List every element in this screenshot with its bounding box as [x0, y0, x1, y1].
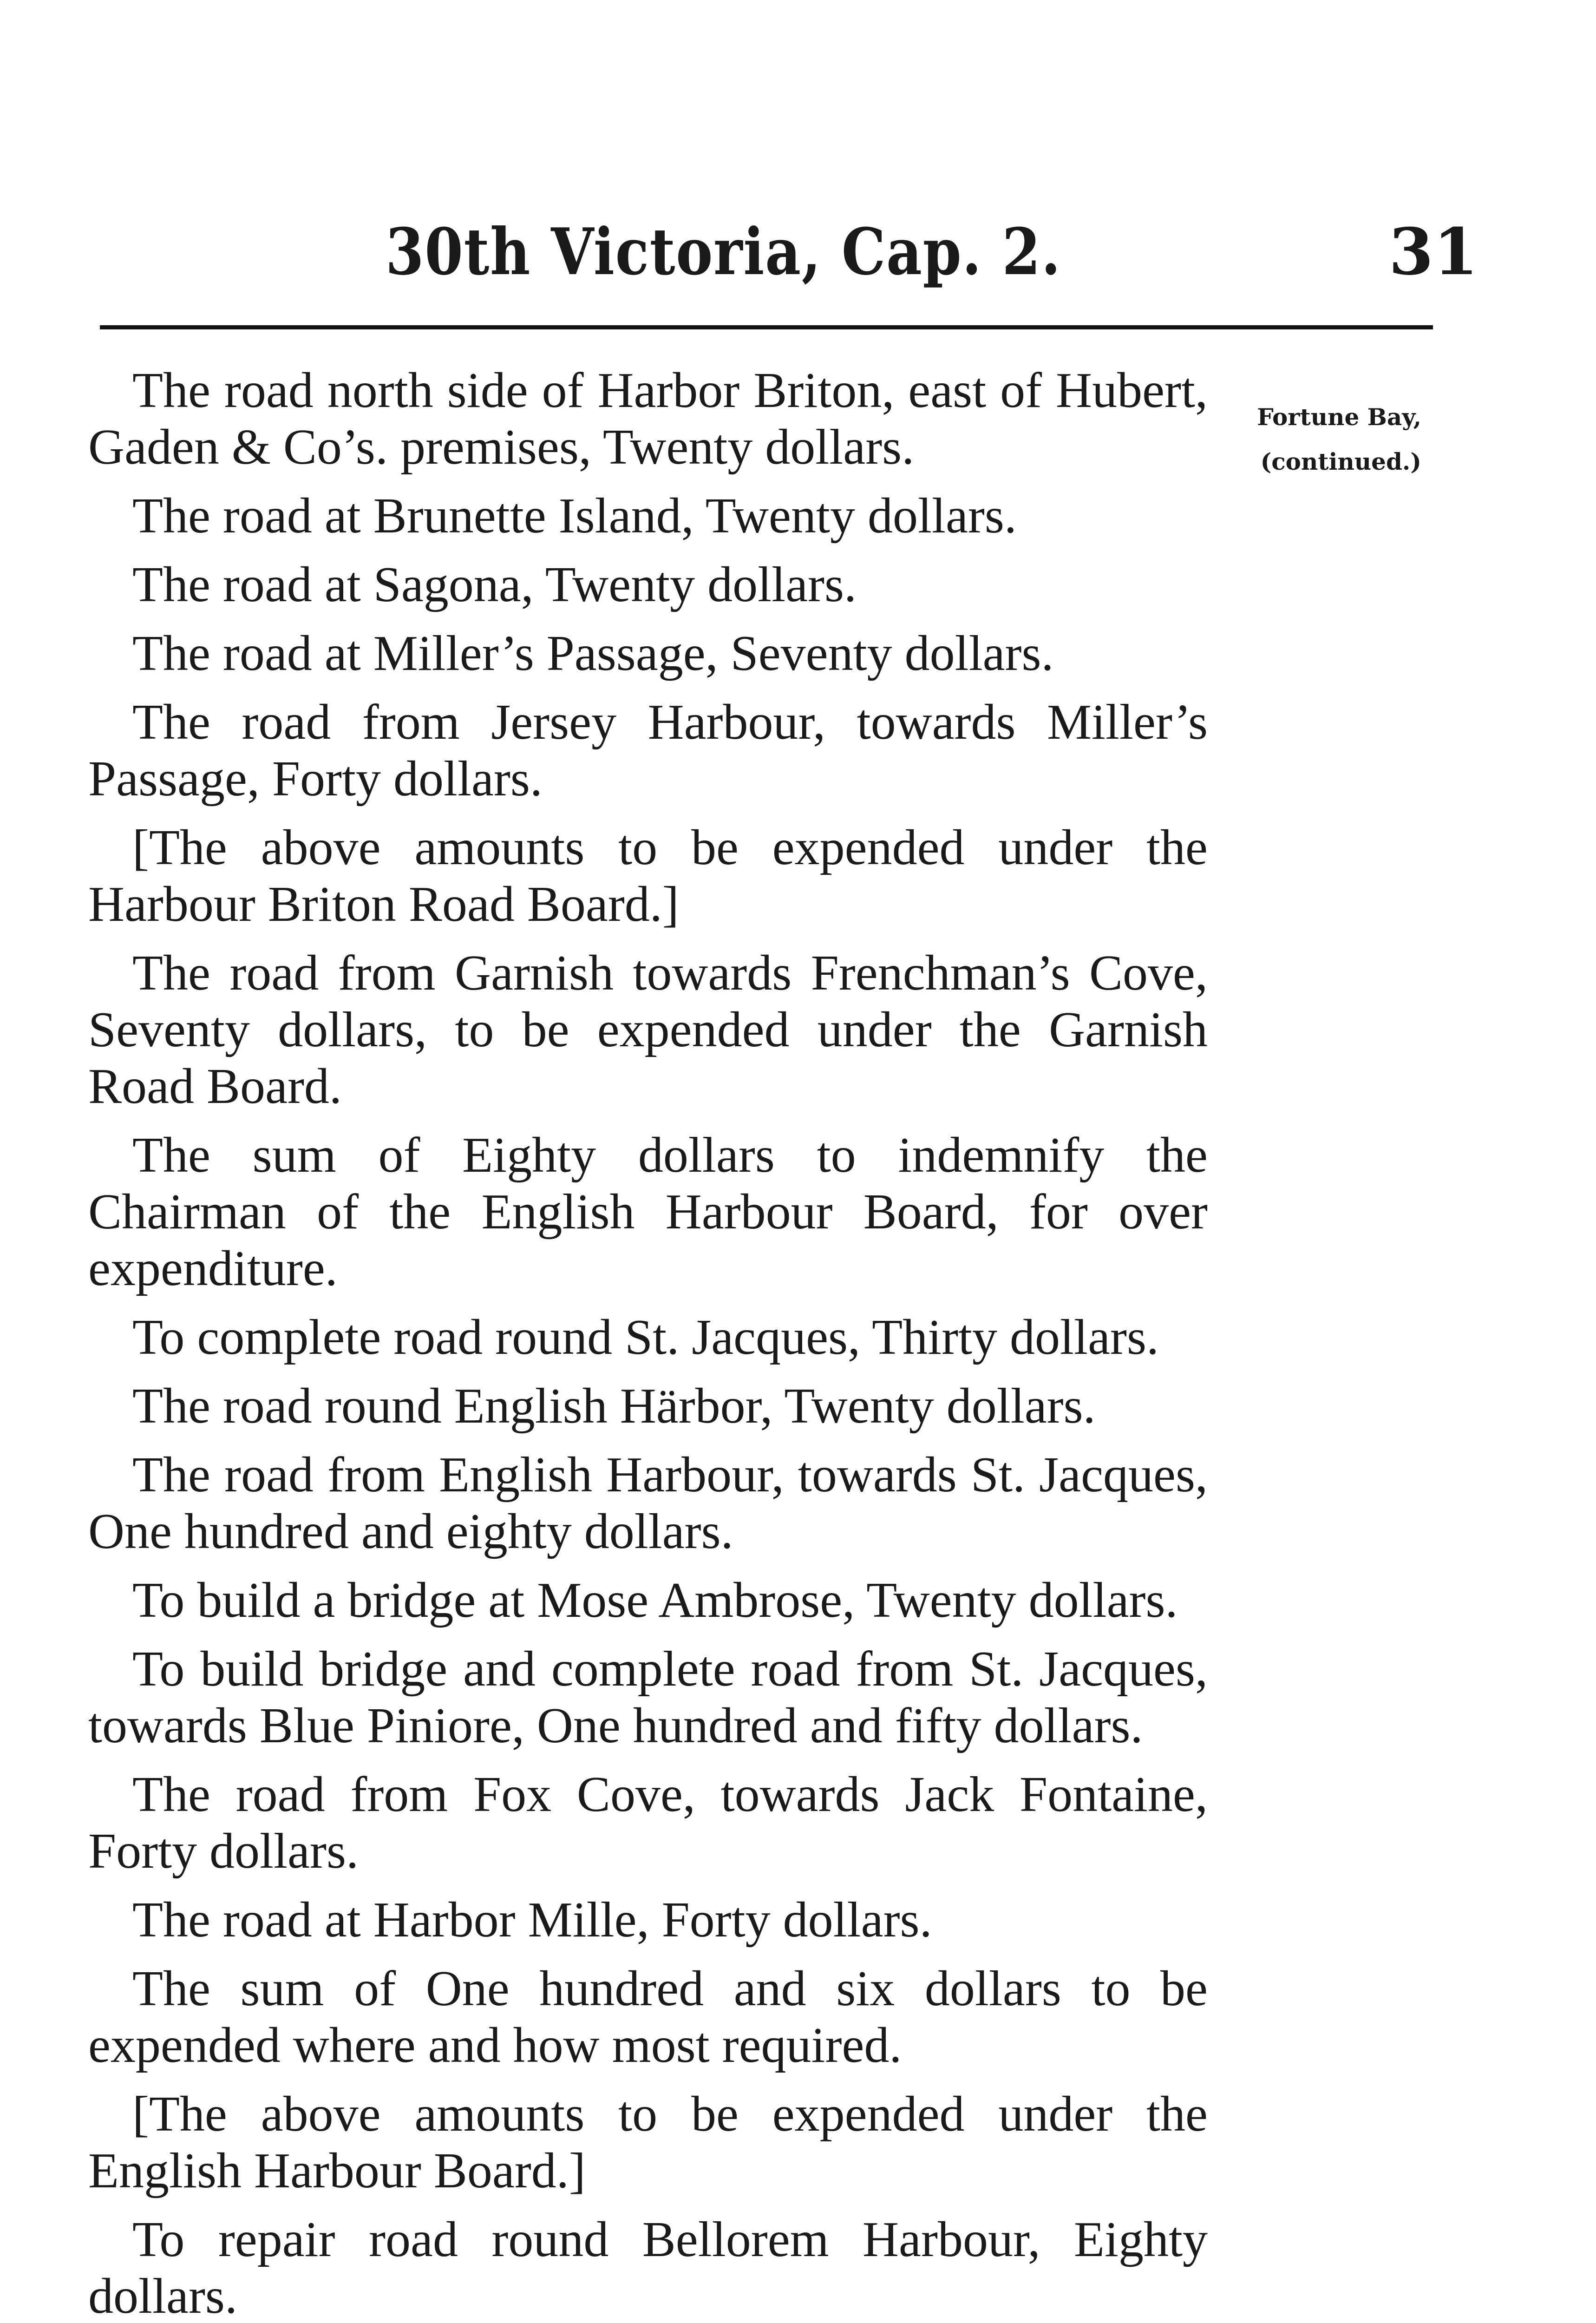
body-text — [88, 362, 1208, 2323]
paragraph-6: [The above amounts to be expended under the Harbour Briton Road Board.] — [88, 820, 1208, 932]
paragraph-1: The road north side of Harbor Briton, east of Hubert, Gaden & Co’s. premises, Twenty dollars. — [88, 363, 1208, 475]
page-number: 31 — [1389, 214, 1478, 289]
paragraph-9: To complete road round St. Jacques, Thirty dollars. — [132, 1310, 1159, 1365]
margin-note-line-2: (continued.) — [1260, 448, 1421, 475]
paragraph-4: The road at Miller’s Passage, Seventy dollars. — [132, 626, 1054, 681]
paragraph-12: To build a bridge at Mose Ambrose, Twenty dollars. — [132, 1573, 1178, 1628]
margin-note-line-1: Fortune Bay, — [1257, 403, 1421, 431]
paragraph-18: To repair road round Bellorem Harbour, Eighty dollars. — [88, 2212, 1208, 2323]
paragraph-8: The sum of Eighty dollars to indemnify the Chairman of the English Harbour Board, for over expenditure. — [88, 1128, 1208, 1296]
running-head — [0, 204, 1596, 297]
paragraph-2: The road at Brunette Island, Twenty dollars. — [132, 488, 1017, 544]
paragraph-3: The road at Sagona, Twenty dollars. — [132, 557, 857, 612]
header-rule — [100, 325, 1433, 329]
paragraph-10: The road round English Härbor, Twenty dollars. — [132, 1378, 1096, 1434]
paragraph-16: The sum of One hundred and six dollars to be expended where and how most required. — [88, 1961, 1208, 2073]
paragraph-11: The road from English Harbour, towards St. Jacques, One hundred and eighty dollars. — [88, 1447, 1208, 1559]
paragraph-5: The road from Jersey Harbour, towards Miller’s Passage, Forty dollars. — [88, 695, 1208, 807]
paragraph-15: The road at Harbor Mille, Forty dollars. — [132, 1892, 932, 1948]
paragraph-13: To build bridge and complete road from St. Jacques, towards Blue Piniore, One hundred and fifty dollars. — [88, 1641, 1208, 1753]
margin-note — [1203, 395, 1421, 484]
paragraph-17: [The above amounts to be expended under the English Harbour Board.] — [88, 2087, 1208, 2198]
page-title: 30th Victoria, Cap. 2. — [386, 214, 1061, 289]
paragraph-14: The road from Fox Cove, towards Jack Fontaine, Forty dollars. — [88, 1767, 1208, 1879]
paragraph-7: The road from Garnish towards Frenchman’s Cove, Seventy dollars, to be expended under the Garnish Road Board. — [88, 945, 1208, 1114]
